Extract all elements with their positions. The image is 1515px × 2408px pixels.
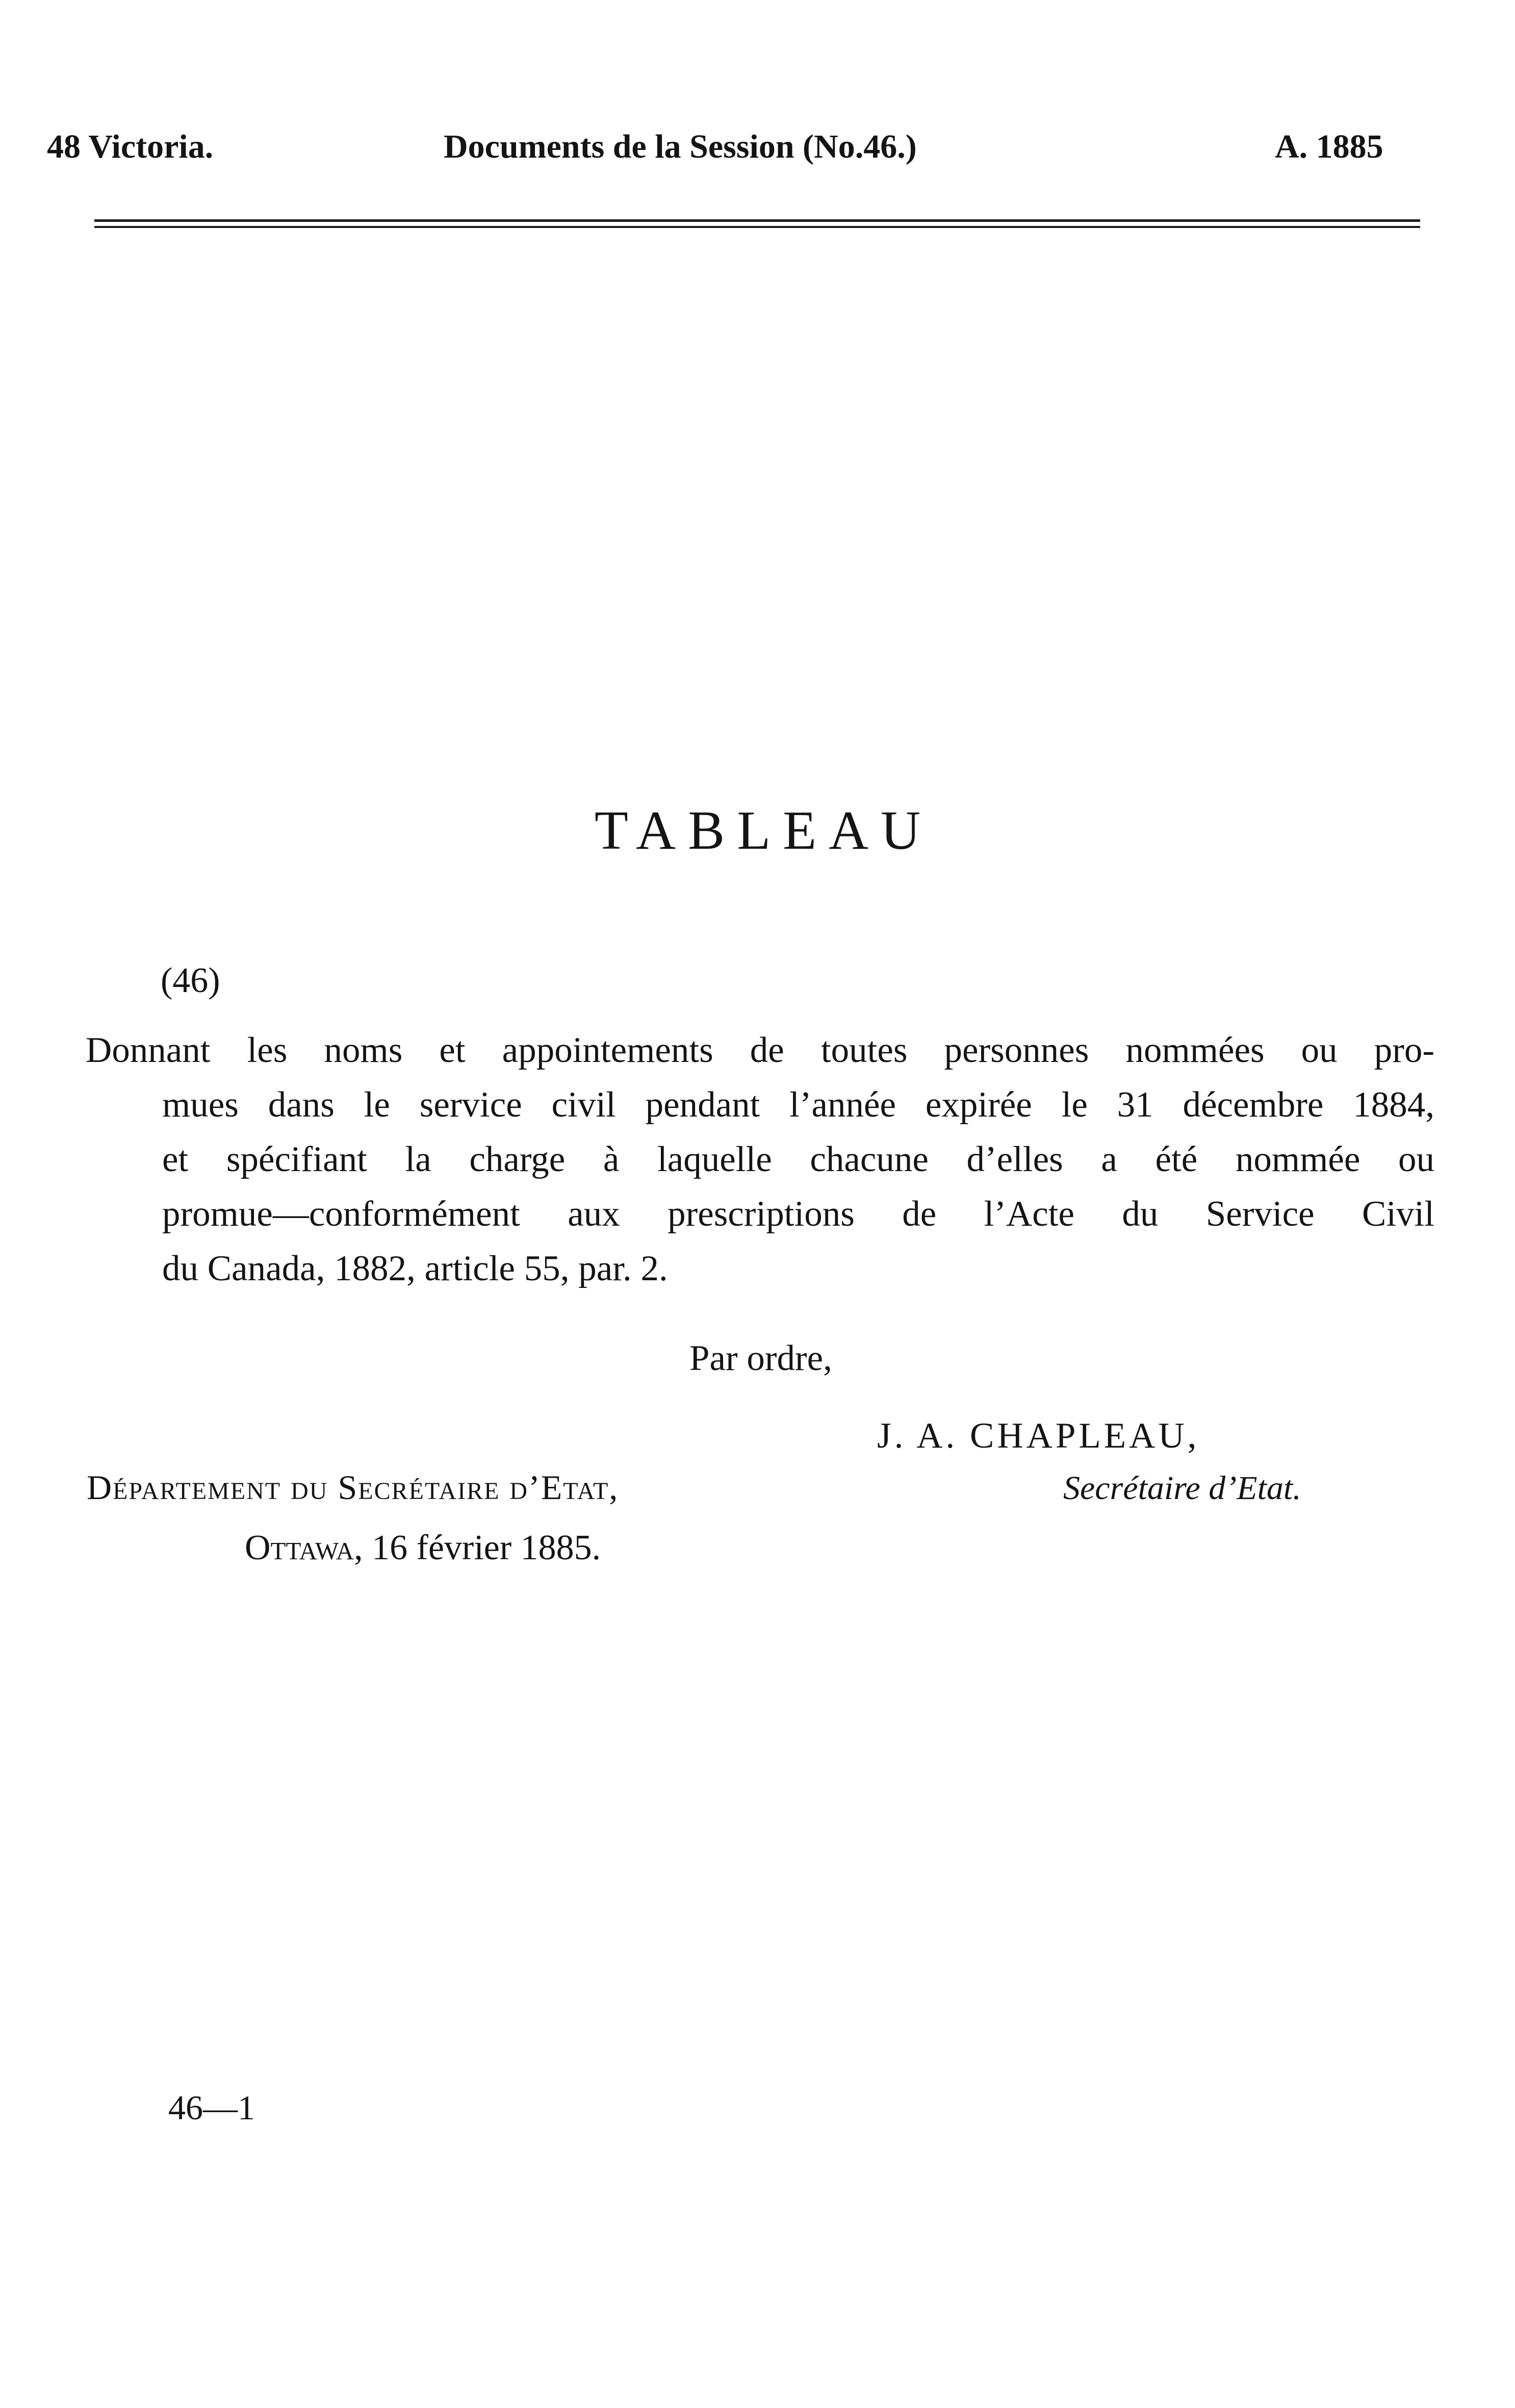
body-line: du Canada, 1882, article 55, par. 2. [162,1249,668,1288]
place: Ottawa, [245,1528,363,1567]
header-rule-top [94,219,1420,222]
header-year: A. 1885 [1275,128,1383,165]
document-number: (46) [161,961,220,1000]
signer-title: Secrétaire d’Etat. [1063,1469,1301,1507]
place-and-date [245,1530,601,1566]
body-line: promue—conformément aux prescriptions de l’Acte du Service Civil [162,1194,1434,1234]
footer-page-number: 46—1 [168,2088,255,2127]
by-order-text: Par ordre, [689,1338,832,1378]
body-line: et spécifiant la charge à laquelle chacune d’elles a été nommée ou [162,1139,1434,1179]
department-name: Département du Secrétaire d’Etat, [87,1468,619,1507]
header-session-year: 48 Victoria. [47,128,214,165]
signer-name: J. A. CHAPLEAU, [877,1416,1200,1456]
date: 16 février 1885. [372,1528,601,1567]
body-line: mues dans le service civil pendant l’année expirée le 31 décembre 1884, [162,1085,1434,1125]
header-rule-bottom [94,226,1420,228]
body-line: Donnant les noms et appointements de toutes personnes nommées ou pro- [86,1030,1434,1070]
header-document-title: Documents de la Session (No.46.) [444,128,917,165]
page-title: TABLEAU [594,800,933,861]
